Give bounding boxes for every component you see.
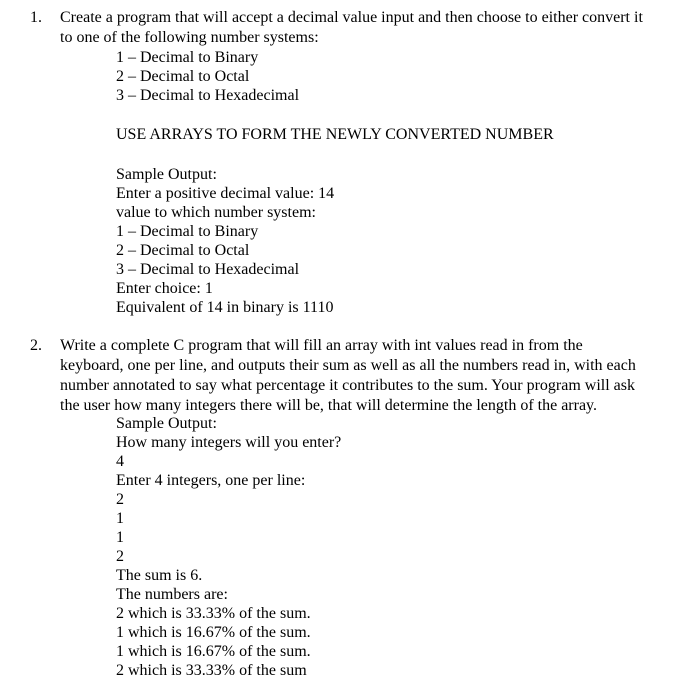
sample-output-line: Sample Output: xyxy=(116,415,217,432)
sample-output-line: 1 – Decimal to Binary xyxy=(116,223,259,240)
question-2-prompt-line: keyboard, one per line, and outputs their sum as well as all the numbers read in, with each xyxy=(60,357,636,374)
question-1-prompt-line: to one of the following number systems: xyxy=(60,29,319,46)
sample-output-line: 2 which is 33.33% of the sum xyxy=(116,662,307,679)
sample-output-line: 4 xyxy=(116,453,124,470)
sample-output-line: 1 xyxy=(116,529,124,546)
sample-output-line: Equivalent of 14 in binary is 1110 xyxy=(116,299,334,316)
question-1-options xyxy=(116,48,676,105)
sample-output-line: value to which number system: xyxy=(116,204,316,221)
sample-output-line: 1 which is 16.67% of the sum. xyxy=(116,643,311,660)
question-2-prompt-line: the user how many integers there will be, that will determine the length of the array. xyxy=(60,397,598,414)
option-item: 1 – Decimal to Binary xyxy=(116,49,259,66)
question-1-sample-output xyxy=(116,165,676,317)
sample-output-line: Sample Output: xyxy=(116,166,217,183)
sample-output-line: 1 xyxy=(116,510,124,527)
sample-output-line: 2 – Decimal to Octal xyxy=(116,242,250,259)
sample-output-line: Enter a positive decimal value: 14 xyxy=(116,185,335,202)
sample-output-line: The sum is 6. xyxy=(116,567,203,584)
sample-output-line: Enter choice: 1 xyxy=(116,280,213,297)
question-2-prompt-line: number annotated to say what percentage it contributes to the sum. Your program will ask xyxy=(60,377,635,394)
question-2-number: 2. xyxy=(30,337,42,354)
sample-output-line: 2 which is 33.33% of the sum. xyxy=(116,605,311,622)
question-1-prompt-line: Create a program that will accept a decimal value input and then choose to either convert it xyxy=(60,9,643,26)
instruction-text: USE ARRAYS TO FORM THE NEWLY CONVERTED NUMBER xyxy=(116,126,554,143)
question-2-prompt-line: Write a complete C program that will fill an array with int values read in from the xyxy=(60,337,583,354)
sample-output-line: The numbers are: xyxy=(116,586,228,603)
sample-output-line: 2 xyxy=(116,548,124,565)
option-item: 2 – Decimal to Octal xyxy=(116,68,250,85)
sample-output-line: Enter 4 integers, one per line: xyxy=(116,472,306,489)
sample-output-line: How many integers will you enter? xyxy=(116,434,342,451)
sample-output-line: 3 – Decimal to Hexadecimal xyxy=(116,261,300,278)
sample-output-line: 1 which is 16.67% of the sum. xyxy=(116,624,311,641)
question-1-number: 1. xyxy=(30,9,42,26)
question-2-prompt xyxy=(60,336,674,416)
option-item: 3 – Decimal to Hexadecimal xyxy=(116,87,300,104)
question-1-prompt xyxy=(60,8,674,48)
question-1-instruction xyxy=(116,125,676,144)
question-2-sample-output xyxy=(116,414,676,680)
sample-output-line: 2 xyxy=(116,491,124,508)
